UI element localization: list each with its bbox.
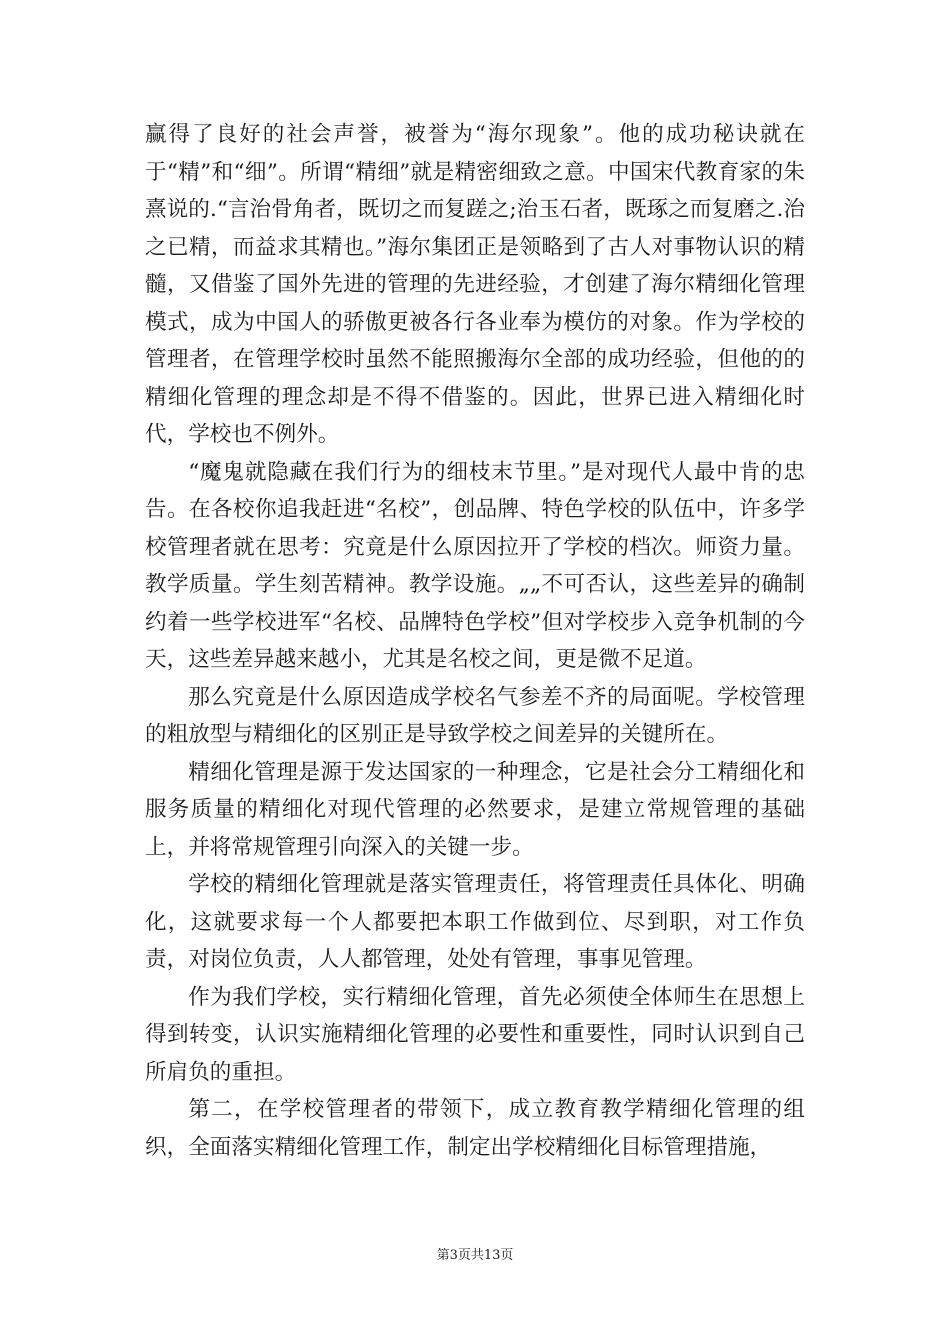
paragraph-3: 那么究竟是什么原因造成学校名气参差不齐的局面呢。学校管理的粗放型与精细化的区别正是导致学校之间差异的关键所在。 <box>145 684 805 747</box>
paragraph-6: 作为我们学校，实行精细化管理，首先必须使全体师生在思想上得到转变，认识实施精细化管理的必要性和重要性，同时认识到自己所肩负的重担。 <box>145 984 805 1085</box>
body-text <box>145 116 805 1166</box>
page-number: 第3页共13页 <box>436 1248 514 1263</box>
paragraph-7: 第二，在学校管理者的带领下，成立教育教学精细化管理的组织，全面落实精细化管理工作，制定出学校精细化目标管理措施， <box>145 1097 805 1160</box>
paragraph-4: 精细化管理是源于发达国家的一种理念，它是社会分工精细化和服务质量的精细化对现代管理的必然要求，是建立常规管理的基础上，并将常规管理引向深入的关键一步。 <box>145 759 805 860</box>
paragraph-1: 赢得了良好的社会声誉，被誉为“海尔现象”。他的成功秘诀就在于“精”和“细”。所谓“精细”就是精密细致之意。中国宋代教育家的朱熹说的.“言治骨角者，既切之而复蹉之;治玉石者，既琢之而复磨之.治之已精，而益求其精也。”海尔集团正是领略到了古人对事物认识的精髓，又借鉴了国外先进的管理的先进经验，才创建了海尔精细化管理模式，成为中国人的骄傲更被各行各业奉为模仿的对象。作为学校的管理者，在管理学校时虽然不能照搬海尔全部的成功经验，但他的的精细化管理的理念却是不得不借鉴的。因此，世界已进入精细化时代，学校也不例外。 <box>145 122 805 447</box>
paragraph-5: 学校的精细化管理就是落实管理责任，将管理责任具体化、明确化，这就要求每一个人都要把本职工作做到位、尽到职，对工作负责，对岗位负责，人人都管理，处处有管理，事事见管理。 <box>145 872 805 972</box>
paragraph-2: “魔鬼就隐藏在我们行为的细枝末节里。”是对现代人最中肯的忠告。在各校你追我赶进“名校”，创品牌、特色学校的队伍中，许多学校管理者就在思考：究竟是什么原因拉开了学校的档次。师资力量。教学质量。学生刻苦精神。教学设施。„„不可否认，这些差异的确制约着一些学校进军“名校、品牌特色学校”但对学校步入竞争机制的今天，这些差异越来越小，尤其是名校之间，更是微不足道。 <box>145 459 805 672</box>
